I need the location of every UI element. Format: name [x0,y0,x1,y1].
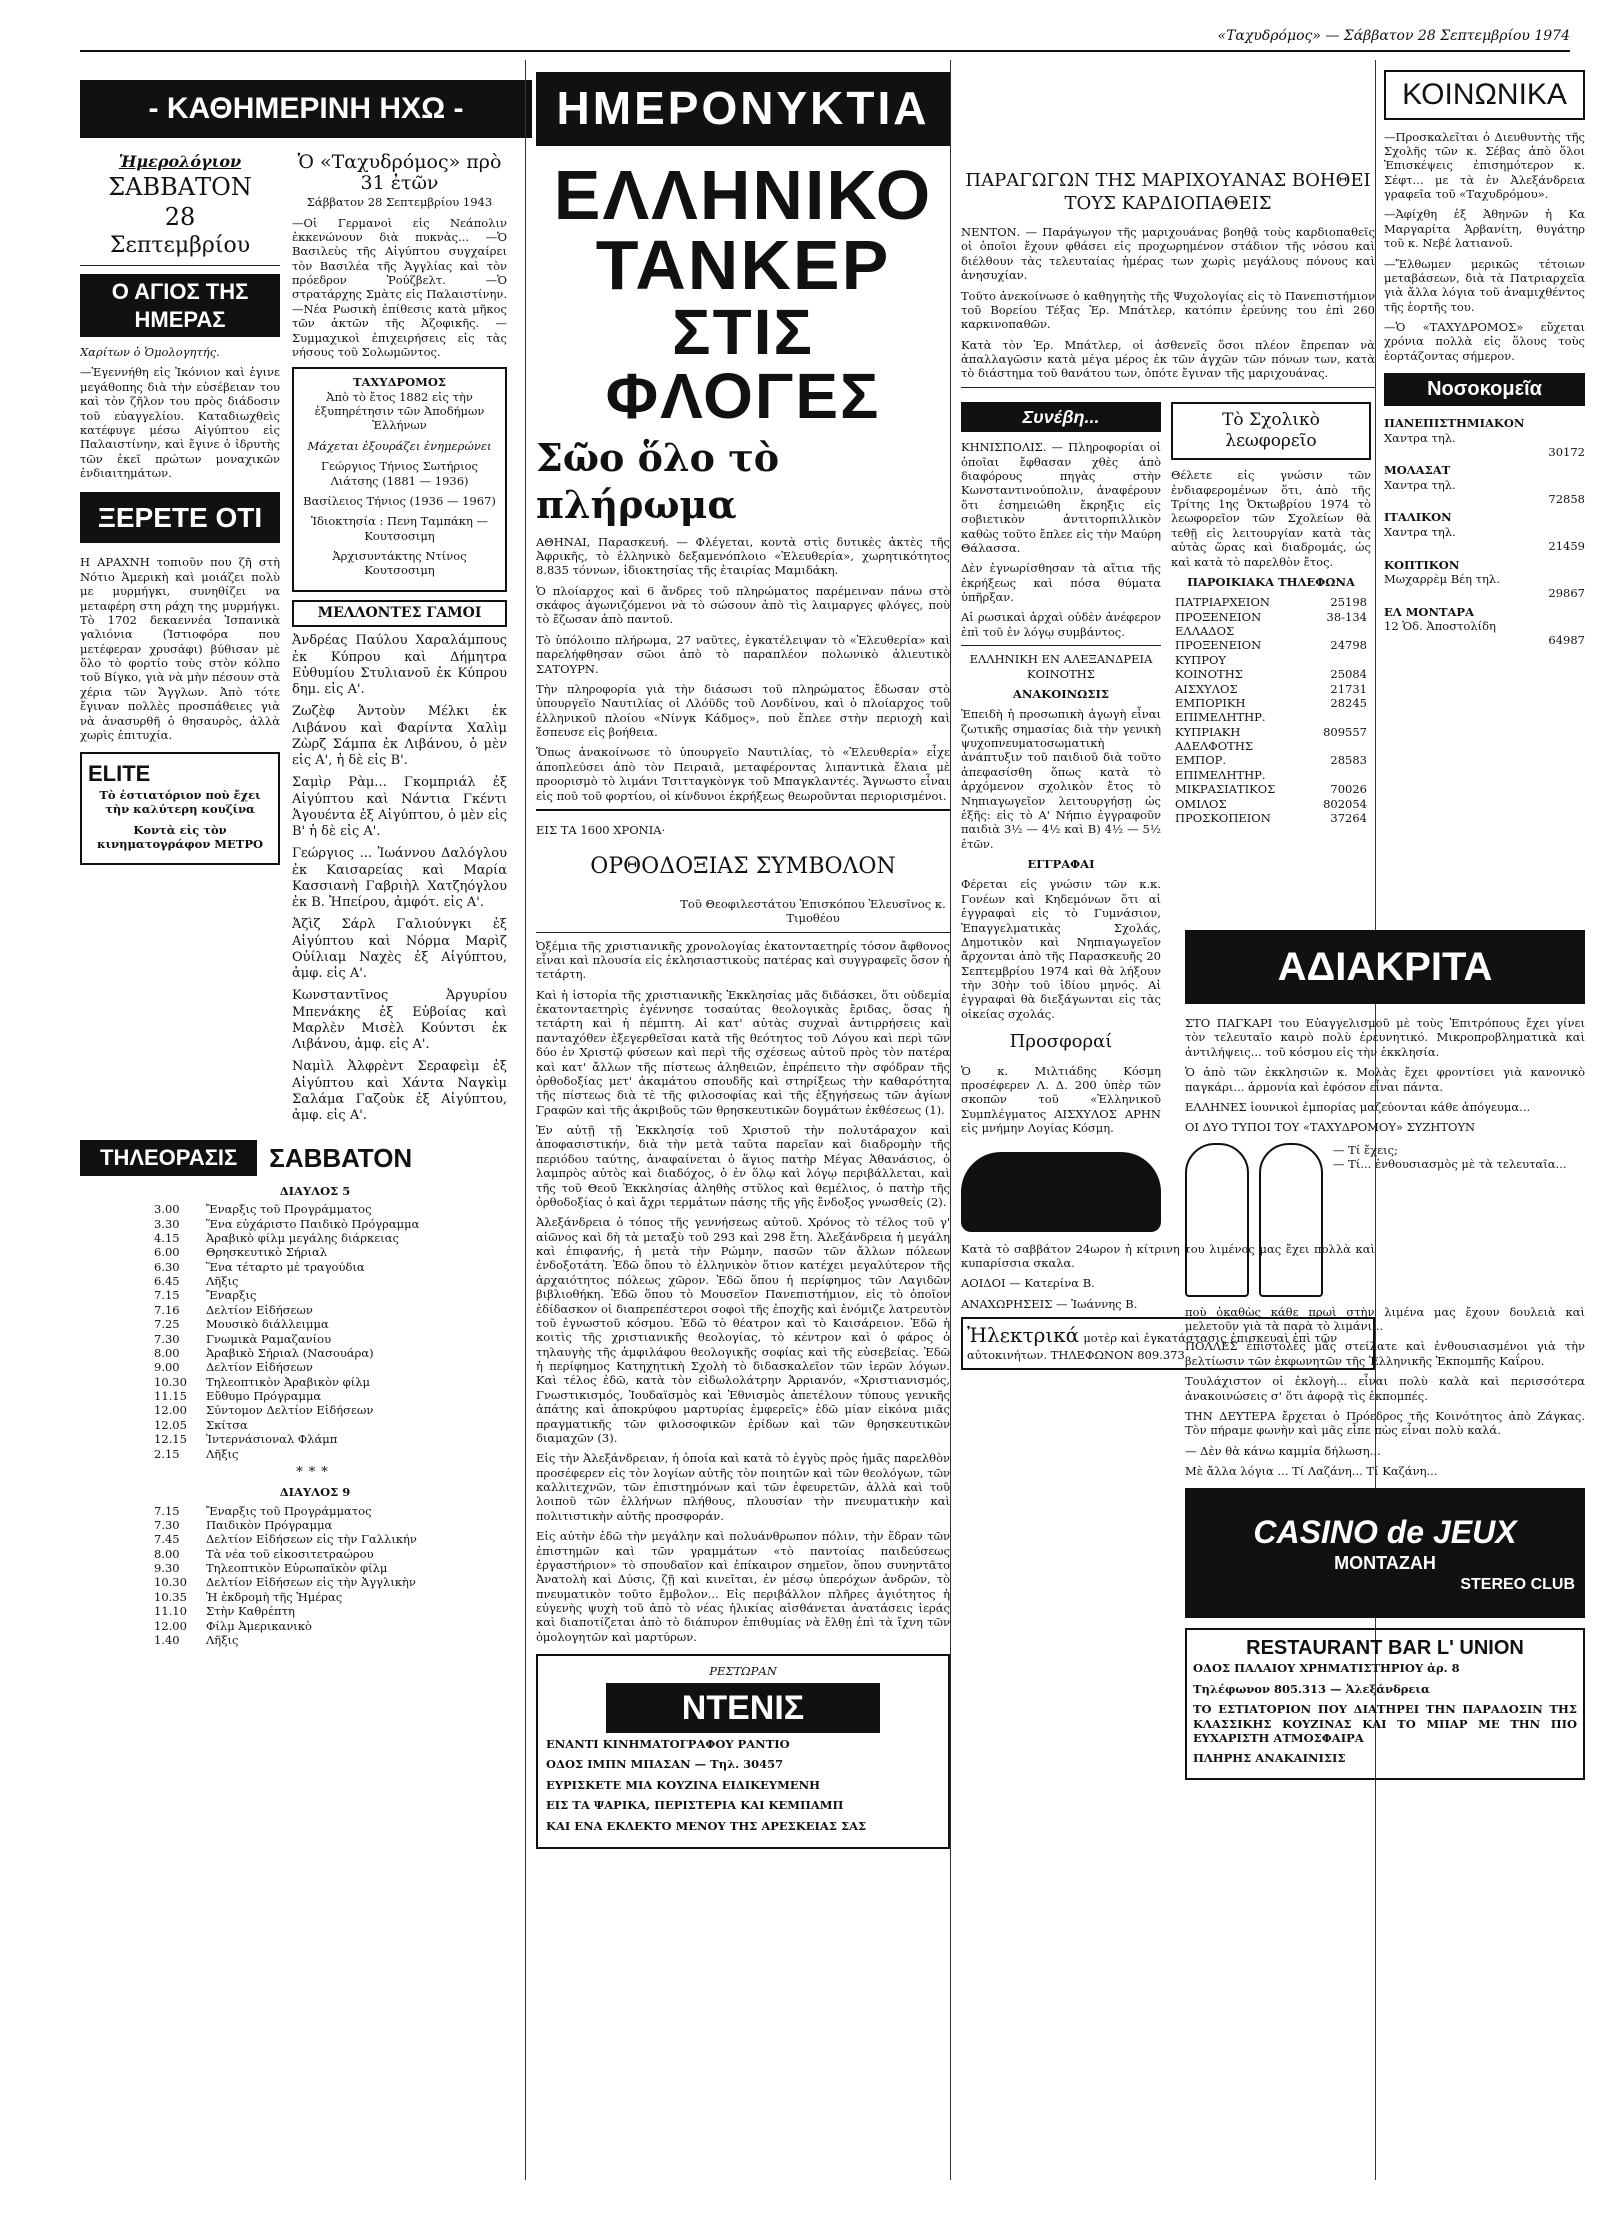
essay-title: ΟΡΘΟΔΟΞΙΑΣ ΣΥΜΒΟΛΟΝ [590,854,896,880]
calendar-box [80,152,280,260]
hospital-entry [1384,463,1585,506]
know-text: Η ΑΡΑΧΝΗ τοπιοῦν που ζῆ στὴ Νότιο Ἀμερικὴ καὶ μοιάζει πολὺ με μυρμήγκι, συνηθίζει να μεταφέρη στη ράχη της μυρμήγκι. Τὸ 1702 δεκαεννέα Ἱσπανικὰ γαλιόνια (Ἰστιοφόρα που μετέφεραν χρυσάφι) βύθισαν μὲ ὅλο τὸ φορτίο τοὺς στὸν κόλπο τοῦ Βίγκο, γιὰ νὰ μὴν πέσουν στὰ χέρια τῶν Ἄγγλων. Ἀπὸ τότε ἔγιναν πολλὲς προσπάθειες γιὰ νὰ ἀνασυρθῆ ὁ θησαυρὸς, ἀλλὰ χωρὶς ἐπιτυχία. [80,555,280,742]
tv-header [80,1140,550,1176]
phone-row [1171,667,1371,681]
phone-row-cell: 25198 [1330,595,1367,610]
hospital-phone: 29867 [1548,586,1585,601]
union-line: Τηλέφωνον 805.313 — Ἀλεξάνδρεια [1193,1681,1430,1696]
union-ad [1185,1628,1585,1779]
car-illustration [961,1152,1161,1232]
headline-line-1: ΕΛΛΗΝΙΚΟ [553,155,933,234]
cartoon-figure-right [1259,1143,1323,1297]
engagement-entry: Κωνσταντῖνος Ἀργυρίου Μπενάκης ἐξ Εὐβοίας καὶ Μαρλὲν Μισὲλ Κούντσι ἐκ Λιβάνου, ἀμφ. εἰς Α'. [292,988,507,1053]
know-title: ΞΕΡΕΤΕ ΟΤΙ [80,492,280,543]
left-column [80,60,550,2180]
enroll-title: ΕΓΓΡΑΦΑΙ [1027,857,1095,871]
restaurant-tag: ΡΕΣΤΩΡΑΝ [709,1664,777,1679]
casino-title: CASINO de JEUX [1253,1514,1517,1551]
tv-row-cell: 11.10 [154,1604,187,1619]
left-subcolumn-b [292,152,507,1131]
union-line: ΤΟ ΕΣΤΙΑΤΟΡΙΟΝ ΠΟΥ ΔΙΑΤΗΡΕΙ ΤΗΝ ΠΑΡΑΔΟΣΙΝ ΤΗΣ ΚΛΑΣΣΙΚΗΣ ΚΟΥΖΙΝΑΣ ΚΑΙ ΤΟ ΜΠΑΡ ΜΕ ΤΗΝ ΠΙΟ ΕΥΧΑΡΙΣΤΗ ΑΤΜΟΣΦΑΙΡΑ [1193,1702,1577,1745]
tv-row-cell: Τὰ νέα τοῦ εἰκοσιτετραώρου [206,1546,374,1561]
engagement-entry: Ναμὶλ Ἀλφρὲντ Σεραφεὶμ ἐξ Αἰγύπτου καὶ Χάντα Ναγκὶμ Σαλάμα Γαζοὺκ ἐξ Αἰγύπτου, ἀμφ. εἰς Α'. [292,1059,507,1124]
hospital-phone: 30172 [1548,444,1585,459]
article-paragraph: Ὅπως ἀνακοίνωσε τὸ ὑπουργεῖο Ναυτιλίας, τὸ «Ἐλευθερία» εἶχε ἀποπλεύσει ἀπὸ τὸν Πειραιᾶ, μεταφέροντας λιπαντικὰ ἔλαια μὲ προορισμὸ τὸ λιμάνι Τσιτταγκὸνγκ τοῦ Μπαγκλαντές. Ἄγνωστο εἶναι εἰς ποῦ τοῦ φορτίου, οἱ κίνδυνοι ἐκρήξεως θεωροῦνται περιορισμένοι. [536,745,950,803]
tv-row [150,1202,423,1216]
tv-row [150,1447,423,1461]
tv-row-cell: Λῆξις [206,1632,239,1647]
divider [80,265,280,266]
cartoon-caption-2: — Τί... ἐνθουσιασμὸς μὲ τὰ τελευταῖα... [1333,1157,1567,1171]
phone-row [1171,682,1371,696]
essay-body [536,939,950,1645]
tv-row-cell: Θρησκευτικὸ Σήριαλ [206,1245,328,1260]
bus-title: Τὸ Σχολικὸ λεωφορεῖο [1171,402,1371,461]
hospitals-title: Νοσοκομεῖα [1384,373,1585,406]
tv-row-cell: 3.00 [154,1202,180,1217]
phone-row [1171,797,1371,811]
tv-row-cell: 10.30 [154,1575,187,1590]
taxydromos-owner: Ἰδιοκτησία : Πενη Ταμπάκη — Κουτσοσιμη [310,514,489,543]
essay-author: Τοῦ Θεοφιλεστάτου Ἐπισκόπου Ἐλευσῖνος κ. Τιμοθέου [680,896,946,926]
essay-paragraph: Καὶ ἡ ἱστορία τῆς χριστιανικῆς Ἐκκλησίας μᾶς διδάσκει, ὅτι οὐδεμία ἑκατονταετηρὶς ἐγέννησε τοσαύτας θεολογικὰς ἔριδας, ὅσας ἡ τετάρτη καὶ ἡ πέμπτη. Αἱ κατ' αὐτὰς συχναὶ ἀντιρρήσεις καὶ πανταχόθεν ἐξεγερθεῖσαι κατὰ τῆς θεότητος τοῦ Λόγου καὶ περὶ τῶν δύο ἐν Χριστῷ φύσεων καὶ περὶ τῆς σχέσεως αὐτοῦ πρὸς τὸν πατέρα καὶ κατ' ἄλλων τῆς πίστεως ἀληθειῶν, ἐπρέπειτο τὴν σφόδραν τῆς ὀρθοδοξίας μετ' ἀκαμάτου σπουδῆς καὶ στηρίξεως τὴν καθαρότητα τῆς πίστεως διὰ τὲ τῆς φιλοσοφίας καὶ τῆς ἐξηγήσεως τῶν ἁγίων Γραφῶν καὶ τῆς ἀκριβοῦς τῶν θρησκευτικῶν δογμάτων ἐκθέσεως (1). [536,987,950,1117]
enroll-text: Φέρεται εἰς γνώσιν τῶν κ.κ. Γονέων καὶ Κηδεμόνων ὅτι αἱ ἐγγραφαὶ εἰς τὸ Γυμνάσιον, Ἐπαγγελματικὰς Σχολάς, Δημοτικὸν καὶ Νηπιαγωγεῖον ἄρχονται ἀπὸ τῆς Παρασκευῆς 20 Σεπτεμβρίου 1974 καὶ θὰ λήξουν τὴν 30ὴν τοῦ ἰδίου μηνός. Αἱ ἐγγραφαὶ θὰ διεξάγωνται εἰς τὰς οἰκείας σχολάς. [961,877,1161,1021]
channel-5-title: ΔΙΑΥΛΟΣ 5 [279,1183,351,1198]
tv-row-cell: Ἕνα τέταρτο μὲ τραγούδια [206,1259,365,1274]
article-paragraph: Τὴν πληροφορία γιὰ τὴν διάσωσι τοῦ πληρώματος ἔδωσαν στὸ ὑπουργεῖο Ναυτιλίας οἱ Λλόϋδς τοῦ Λονδίνου, καὶ ὁ πλοίαρχος τοῦ ἑλληνικοῦ πλοίου «Νίνγκ Κάδμος», ποὺ ἔπλεε στὴν περιοχὴ καὶ ἔσπευσε εἰς βοήθεια. [536,681,950,739]
phone-row-cell: 28583 [1330,753,1367,768]
tv-row-cell: Ἀραβικὸ Σήριαλ (Νασουάρα) [206,1345,374,1360]
marijuana-article [961,225,1375,381]
restaurant-line: ΕΥΡΙΣΚΕΤΕ ΜΙΑ ΚΟΥΖΙΝΑ ΕΙΔΙΚΕΥΜΕΝΗ [546,1777,820,1792]
restaurant-lines [546,1737,940,1833]
tv-row-cell: Σκίτσα [206,1417,248,1432]
marijuana-paragraph: Τοῦτο ἀνεκοίνωσε ὁ καθηγητὴς τῆς Ψυχολογίας εἰς τὸ Πανεπιστήμιον τοῦ Βορείου Τέξας Ἐρ. Μπάτλερ, κατόπιν ἐρεύνης του ἐπὶ 260 καρκινοπαθῶν. [961,288,1375,332]
tv-row-cell: Λῆξις [206,1274,239,1289]
lost-item-2: ΑΝΑΧΩΡΗΣΕΙΣ — Ἰωάννης Β. [961,1296,1138,1311]
union-title: RESTAURANT BAR L' UNION [1246,1637,1524,1660]
electric-title: Ἠλεκτρικά [967,1323,1080,1347]
gossip-paragraph: Τουλάχιστον οἱ ἐκλογὴ... εἶναι πολὺ καλὰ καὶ περισσότερα ἀνακοινώσεις σ' ὅτι ἀφορᾷ τὶς ἐκπομπές. [1185,1374,1585,1403]
phone-row-cell: 38-134 [1326,609,1367,624]
tv-row [150,1418,423,1432]
tv-row-cell: 7.30 [154,1517,180,1532]
saint-title: Ο ΑΓΙΟΣ ΤΗΣ ΗΜΕΡΑΣ [80,274,280,337]
hospital-name: ΕΛ ΜΟΝΤΑΡΑ [1384,604,1475,619]
marijuana-paragraph: ΝΕΝΤΟΝ. — Παράγωγον τῆς μαριχουάνας βοηθᾷ τοὺς καρδιοπαθεῖς οἱ ὁποῖοι ἔχουν φθάσει εἰς προχωρημένον στάδιον τῆς νόσου καὶ διέλθουν τὰς τελευταίας ἡμέρας των χωρὶς μεγάλους πόνους καὶ ἀνησυχίαν. [961,225,1375,283]
gossip-paragraph: ΕΛΛΗΝΕΣ ἰουνικοὶ ἐμπορίας μαζεύονται κάθε ἀπόγευμα... [1185,1099,1531,1114]
phone-row-cell: ΠΡΟΞΕΝΕΙΟΝ ΕΛΛΑΔΟΣ [1175,609,1262,638]
tv-row-cell: Μουσικὸ διάλλειμμα [206,1317,329,1332]
tv-title: ΤΗΛΕΟΡΑΣΙΣ [80,1140,257,1176]
electric-text: μοτὲρ καὶ ἐγκατάστασις ἐπισκευαὶ ἐπὶ τῶν αὐτοκινήτων. ΤΗΛΕΦΩΝΟΝ 809.373 [967,1331,1338,1362]
engagement-entry: Ἀζὶζ Σάρλ Γαλιούνγκι ἐξ Αἰγύπτου καὶ Νόρμα Μαρὶζ Οὐίλιαμ Ναχὲς ἐξ Αἰγύπτου, ἀμφ. εἰς Α'. [292,917,507,982]
phone-row-cell: 25084 [1330,667,1367,682]
phone-row [1171,696,1371,725]
hospital-phone: 72858 [1548,492,1585,506]
tv-row [150,1360,423,1374]
marijuana-paragraph: Κατὰ τὸν Ἐρ. Μπάτλερ, οἱ ἀσθενεῖς ὅσοι πλέον ἔπρεπαν νὰ ἀπαλλαγῶσιν κατὰ μέγα μέρος ἐκ τῶν ἀγχῶν τῶν πόνων των, κατὰ τὸ διάστημα τοῦ θανάτου των, ὁπότε ἔγιναν τῆς μαριχουάνας. [961,337,1375,381]
tv-row-cell: 2.15 [154,1446,180,1461]
tv-row [150,1303,423,1317]
channel-9-title: ΔΙΑΥΛΟΣ 9 [279,1485,351,1500]
essay-paragraph: Ὀξέμια τῆς χριστιανικῆς χρονολογίας ἑκατονταετηρίς τόσον ἄφθονος εἶναι καὶ πλουσία εἰς ἐκλησιαστικοὺς πατέρας καὶ συγγραφεῖς ὅσον ἡ τετάρτη. [536,938,950,982]
union-line: ΠΛΗΡΗΣ ΑΝΑΚΑΙΝΙΣΙΣ [1193,1751,1346,1766]
social-paragraph: —Προσκαλεῖται ὁ Διευθυντὴς τῆς Σχολῆς τῶν κ. Σέβας ἀπὸ ὅλοι Ἐπισκέψεις ἐπισημότερον κ. Σέφτ... με τὰ ἐν Ἀλεξάνδρεια γραφεῖα τοῦ «Ταχυδρόμου». [1384,129,1585,201]
offer-text: Ὁ κ. Μιλτιάδης Κόσμη προσέφερεν Λ. Δ. 200 ὑπὲρ τῶν σκοπῶν τοῦ «Ἑλληνικοῦ Συμπλέγματος ΑΙΣΧΥΛΟΣ ΑΡΗΝ εἰς μνήμην Λογίας Κόσμη. [961,1063,1161,1136]
hospital-name: ΙΤΑΛΙΚΟΝ [1384,510,1452,525]
channel-5-schedule [150,1202,423,1461]
calendar-date: 28 [164,202,196,231]
happened-paragraph: Δὲν ἐγνωρίσθησαν τὰ αἴτια τῆς ἐκρήξεως καὶ πόσα θύματα ὑπῆρξαν. [961,561,1161,604]
announce-text: Ἐπειδὴ ἡ προσωπικὴ ἀγωγὴ εἶναι ζωτικῆς σημασίας διὰ τὴν γενικὴ ψυχοπνευματοσωματικὴ ἀνάπτυξιν τοῦ παιδιοῦ διὰ τοῦτο ἀπεφασίσθη ὅπως κατὰ τὸ ἀρχόμενον σχολικὸν ἔτος τὸ Νηπιαγωγεῖον λειτουργήσῃ ὡς ἐξῆς: εἰς τὸ Α' Νήπιο ἐγγραφοῦν παιδιὰ 3½ — 4½ καὶ Β) 4½ — 5½ ἐτῶν. [961,707,1161,851]
tv-row-cell: Δελτίον Εἰδήσεων εἰς τὴν Γαλλικήν [206,1532,417,1547]
tv-row [150,1561,421,1575]
gossip-paragraph: ΤΗΝ ΔΕΥΤΕΡΑ ἔρχεται ὁ Πρόεδρος τῆς Κοινότητος ἀπὸ Ζάγκας. Τὸν πήραμε φωνὴν καὶ μᾶς εἶπε πὼς εἶναι πολὺ καλά. [1185,1408,1585,1438]
hospital-name: ΚΟΠΤΙΚΟΝ [1384,557,1460,572]
hospital-address: Χαντρα τηλ. [1384,430,1456,445]
hospital-address: Χαντρα τηλ. [1384,477,1456,492]
restaurant-line: ΕΝΑΝΤΙ ΚΙΝΗΜΑΤΟΓΡΑΦΟΥ ΡΑΝΤΙΟ [546,1737,790,1751]
middle2-subcolumn-a [961,394,1161,1142]
phone-row [1171,811,1371,825]
essay-paragraph: Ἀλεξάνδρεια ὁ τόπος τῆς γεννήσεως αὐτοῦ. Χρόνος τὸ τέλος τοῦ γ' αἰῶνος καὶ δὴ τὰ μεταξὺ τοῦ 293 καὶ 298 ἔτη. Ἀλεξάνδρεια ἡ μεγάλη καὶ ἐπιφανής, ἡ μετὰ τὴν Ρώμην, πασῶν τῶν ἄλλων πόλεων ἐνδοξοτάτη. Ἐδῶ ὅπου τὸ ἑλληνικὸν ὅτιον κατέχει μεγαλύτερον τῆς ἀρχαιότητος πόλεως χῶρον. Ἐδῶ ὅπου ἡ περίφημος τῶν Λαγιδῶν βιβλιοθήκη. Ἐδῶ ὅπου τὸ Μουσεῖον Πανεπιστήμιον, εἰς τὸ ὁποῖον ἐδίδασκον οἱ διαπρεπέστεροι σοφοὶ τῆς ἐποχῆς καὶ ἐνόμιζε λατρευτὸν τοῦ ἐγνωστοῦ κόσμου. Ἐδῶ τὸ θέατρον καὶ τὸ Καισάρειον. Ἐδῶ ἡ κοιτὶς τῆς χριστιανικῆς θεολογίας, τὸ κέντρον καὶ ὁ φάρος ὁ τηλαυγὴς τῆς ἀμφιλάφου θεολογικῆς σοφίας καὶ τῆς εὐσεβείας. Ἐδῶ ἡ περίφημος Κατηχητικὴ Σχολὴ τὸ διδασκαλεῖον τῶν ἱερῶν λόγων. Καὶ τέλος ἐδῶ, κατὰ τὸν εἰδωλολάτρην Ἀρριανόν, «Χριστιανισμός, Γνωστικισμός, Ἰουδαϊσμὸς καὶ Ἐθνισμὸς ἀπετέλουν τύπους γενικῆς ἀπάτης καὶ ἀποκρύφου μαρτυρίας ἐμφερεῖς» ἐδῶ μίαν εἰκόνα μιᾶς πραγματικῆς τῶν φιλοσοφικῶν ἐρίδων καὶ τῶν θρησκευτικῶν διαμαχῶν (3). [536,1215,950,1445]
phone-row-cell: ΚΟΙΝΟΤΗΣ [1175,667,1243,682]
phone-row-cell: ΚΥΠΡΙΑΚΗ ΑΔΕΛΦΟΤΗΣ [1175,724,1253,753]
tv-row [150,1389,423,1403]
restaurant-line: ΟΔΟΣ ΙΜΠΝ ΜΠΑΣΑΝ — Τηλ. 30457 [546,1757,784,1772]
phone-row [1171,753,1371,782]
headline-line-2: ΤΑΝΚΕΡ [595,225,891,304]
phone-row-cell: ΟΜΙΛΟΣ [1175,796,1227,811]
gossip-title: ΑΔΙΑΚΡΙΤΑ [1185,930,1585,1004]
happened-paragraph: ΚΗΝΙΣΠΟΛΙΣ. — Πληροφορίαι οἱ ὁποῖαι ἔφθασαν χθὲς ἀπὸ διαφόρους πηγὰς στὴν Κωνσταντινούπολιν, ἀναφέρουν ὅτι ἐσημειώθη ἔκρηξις εἰς σοβιετικὸν ἀντιτορπιλλικὸν καθὼς τοῦτο ἔπλεε εἰς τὴν Μαύρη Θάλασσα. [961,440,1161,555]
tv-row-cell: 10.35 [154,1589,187,1604]
tv-row-cell: Λῆξις [206,1446,239,1461]
tv-row [150,1532,421,1546]
phone-row-cell: 24798 [1330,638,1367,653]
tv-row-cell: Σύντομον Δελτίον Εἰδήσεων [206,1403,374,1418]
happened-article [961,440,1161,639]
marijuana-title: ΠΑΡΑΓΩΓΩΝ ΤΗΣ ΜΑΡΙΧΟΥΑΝΑΣ ΒΟΗΘΕΙ ΤΟΥΣ ΚΑΡΔΙΟΠΑΘΕΙΣ [965,170,1371,214]
tv-row-cell: 7.15 [154,1503,180,1518]
tv-row-cell: Δελτίον Εἰδήσεων [206,1302,313,1317]
saint-name: Χαρίτων ὁ Ὁμολογητής. [80,345,220,359]
tv-row [150,1217,423,1231]
tv-row-cell: 3.30 [154,1216,180,1231]
tv-row-cell: 9.30 [154,1561,180,1576]
tv-row-cell: Ἡ ἐκδρομὴ τῆς Ἡμέρας [206,1589,343,1604]
social-list [1384,130,1585,364]
announce-title: ΑΝΑΚΟΙΝΩΣΙΣ [1012,686,1110,701]
tv-row-cell: Ἕνα εὐχάριστο Παιδικὸ Πρόγραμμα [206,1216,420,1231]
tv-row-cell: 7.16 [154,1302,180,1317]
hospital-name: ΠΑΝΕΠΙΣΤΗΜΙΑΚΟΝ [1384,416,1525,431]
tv-row-cell: 4.15 [154,1230,180,1245]
lost-item-1: ΑΟΙΔΟΙ — Κατερίνα Β. [961,1276,1095,1291]
hospital-entry [1384,416,1585,459]
hospital-entry [1384,510,1585,553]
elite-text: Τὸ ἑστιατόριον ποὺ ἔχει τὴν καλύτερη κουζίνα [99,787,261,817]
calendar-label: Ἡμερολόγιον [118,151,242,171]
subheadline: Σῶο ὅλο τὸ πλήρωμα [536,434,780,527]
hospital-address: Χαντρα τηλ. [1384,524,1456,539]
phone-row-cell: 809557 [1323,724,1367,739]
divider [961,645,1161,646]
tv-row-cell: Ἀραβικὸ φίλμ μεγάλης διάρκειας [206,1230,399,1245]
phone-row [1171,782,1371,796]
tv-row-cell: 6.00 [154,1245,180,1260]
essay-paragraph: Εἰς τὴν Ἀλεξάνδρειαν, ἡ ὁποία καὶ κατὰ τὸ ἐγγὺς πρὸς ἡμᾶς παρελθὸν προσέφερεν εἰς τὸν λογίων αὐτῆς τὸν ποιητῶν καὶ τῶν θεολόγων, τῶν καλλιτεχνῶν, τῶν ἐπιστημόνων καὶ τῶν ἐφευρετῶν, ἀλλὰ καὶ τοῦ λοιποῦ τῶν ἑλλήνων πλήθους, πλουσίαν τὴν πνευματικὴν καὶ πολιτιστικὴν αὐτῆς προσφοράν. [536,1451,950,1523]
tv-row-cell: Γνωμικὰ Ραμαζανίου [206,1331,332,1346]
phone-row [1171,595,1371,609]
tv-row [150,1633,421,1647]
phone-row-cell: 70026 [1330,782,1367,797]
tv-row-cell: Δελτίον Εἰδήσεων εἰς τὴν Ἀγγλικὴν [206,1575,416,1590]
phone-row-cell: 37264 [1330,810,1367,825]
taxydromos-founder2: Βασίλειος Τήνιος (1936 — 1967) [303,493,496,508]
tv-row-cell: Φίλμ Ἀμερικανικὸ [206,1618,312,1633]
tv-row-cell: Εὔθυμο Πρόγραμμα [206,1389,322,1404]
tv-row [150,1619,421,1633]
calendar-day: ΣΑΒΒΑΤΟΝ [108,172,252,201]
phone-row-cell: ΑΙΣΧΥΛΟΣ [1175,681,1238,696]
tv-row-cell: 6.45 [154,1274,180,1289]
saint-text: —Ἐγεννήθη εἰς Ἰκόνιον καὶ ἐγινε μεγάθοπης διὰ τὴν εὐσέβειαν του καὶ τὸν ζῆλον του πρὸς διάδοσιν τοῦ εὐαγγελίου. Καταδιωχθεὶς κατέφυγε μέσω Αἰγύπτου εἰς Παλαιστίνην, καὶ ἔγινε ὁ ἱδρυτὴς τῶν ἐκεῖ πρώτων μοναχικῶν ἐνδιαιτημάτων. [80,365,280,480]
phone-row-cell: ΜΙΚΡΑΣΙΑΤΙΚΟΣ [1175,782,1276,797]
taxydromos-editor: Ἀρχισυντάκτης Ντίνος Κουτσοσιμη [332,549,467,578]
tv-row-cell: 1.40 [154,1632,180,1647]
article-paragraph: Ὁ πλοίαρχος καὶ 6 ἄνδρες τοῦ πληρώματος παρέμειναν πάνω στὸ σκάφος ἀγωνιζόμενοι νὰ τὸ σώσουν ἀπὸ τὶς λαιμαργες φλόγες, ποὺ τὸ ἔζωσαν ἀπὸ παντοῦ. [536,583,950,627]
phone-row [1171,638,1371,667]
tv-row [150,1346,423,1360]
headline-line-3: ΣΤΙΣ ΦΛΟΓΕΣ [605,295,881,432]
gossip-paragraph: ΟΙ ΔΥΟ ΤΥΠΟΙ ΤΟΥ «ΤΑΧΥΔΡΟΜΟΥ» ΣΥΖΗΤΟΥΝ [1185,1120,1476,1135]
phone-row [1171,725,1371,754]
casino-club: STEREO CLUB [1460,1575,1575,1593]
channel-9-schedule [150,1504,421,1648]
hospitals-list [1384,416,1585,648]
elite-ad [80,752,280,865]
essay-kicker: ΕΙΣ ΤΑ 1600 ΧΡΟΝΙΑ· [536,822,666,837]
tv-row-cell: 12.00 [154,1618,187,1633]
essay-paragraph: Εἰς αὐτὴν ἐδῶ τὴν μεγάλην καὶ πολυάνθρωπον πόλιν, τὴν ἕδραν τῶν ἐπιστημῶν καὶ τῶν γραμμάτων «τὸ παντοίας παιδεύσεως ἐργαστήριον» τὸ σπουδαῖον καὶ ἐπίκαιρον σημεῖον, ὅπου συνηντᾶτο Ἀνατολὴ καὶ Δύσις, ζῇ καὶ κινεῖται, ἐν μέσῳ ὑπερόχων ἀνδρῶν, τὸ πνευματικὸν τοῦτο ἔμβολον... Εἰς περιβάλλον πλῆρες ἀγιότητος ἡ εὐγενὴς ψυχὴ τοῦ ἀπὸ τὸ νέας ἡλικίας αἰσθάνεται ἀνατάσεις ἱεράς καὶ διαποτίζεται ἀπὸ τὸ διάπυρον ἐπιθυμίας νὰ ἔλθῃ ἐπὶ τὰ ἴχνη τῶν ὁμολογητῶν καὶ μαρτύρων. [536,1529,950,1644]
tv-row-cell: 6.30 [154,1259,180,1274]
daily-echo-banner: - ΚΑΘΗΜΕΡΙΝΗ ΗΧΩ - [80,80,532,138]
tv-row-cell: Δελτίον Εἰδήσεων [206,1360,313,1375]
tv-row [150,1245,423,1259]
cartoon [1185,1143,1585,1297]
hospital-name: ΜΟΛΑΣΑΤ [1384,463,1451,478]
tv-row [150,1432,423,1446]
casino-sub: ΜΟΝΤΑΖΑΗ [1334,1553,1436,1574]
tv-row [150,1518,421,1532]
gossip-paragraph: Ὁ ἀπὸ τῶν ἐκκλησιῶν κ. Μολὰς ἔχει φροντίσει γιὰ κανονικὸ παγκάρι... ἀρμονία καὶ ἐφόσον εἶναι πάντα. [1185,1065,1585,1094]
tv-row [150,1504,421,1518]
tv-row-cell: 12.15 [154,1432,187,1447]
phones-table [1171,595,1371,825]
taxydromos-founder1: Γεώργιος Τήνιος Σωτήριος Λιάτσης (1881 — 1936) [321,459,478,488]
tv-row [150,1547,421,1561]
happened-paragraph: Αἱ ρωσικαὶ ἀρχαὶ οὐδὲν ἀνέφερον ἐπὶ τοῦ ἐν λόγῳ συμβάντος. [961,610,1161,639]
union-lines [1193,1661,1577,1765]
phone-row-cell: 28245 [1330,695,1367,710]
separator-stars: *** [296,1464,334,1480]
taxydromos-title: ΤΑΧΥΔΡΟΜΟΣ [352,375,447,390]
taxydromos-motto: Μάχεται ἐξουράζει ἐνημερώνει [307,438,492,453]
cartoon-captions [1333,1143,1566,1297]
offer-title: Προσφοραί [1009,1031,1113,1053]
restaurant-line: ΕΙΣ ΤΑ ΨΑΡΙΚΑ, ΠΕΡΙΣΤΕΡΙΑ ΚΑΙ ΚΕΜΠΑΜΠ [546,1798,844,1813]
gossip-more [1185,1305,1585,1479]
gossip-paragraph: — Δὲν θὰ κάνω καμμία δήλωση... [1185,1443,1381,1458]
community-title: ΕΛΛΗΝΙΚΗ ΕΝ ΑΛΕΞΑΝΔΡΕΙΑ ΚΟΙΝΟΤΗΣ [969,652,1153,681]
phone-row-cell: ΠΡΟΣΚΟΠΕΙΟΝ [1175,810,1271,825]
tv-row-cell: 8.00 [154,1345,180,1360]
tv-row-cell: 7.45 [154,1532,180,1547]
engagements-title: ΜΕΛΛΟΝΤΕΣ ΓΑΜΟΙ [292,600,507,628]
casino-ad [1185,1488,1585,1618]
tv-row-cell: Παιδικὸν Πρόγραμμα [206,1517,333,1532]
tv-row-cell: 10.30 [154,1374,187,1389]
social-paragraph: —Ἀφίχθη ἐξ Ἀθηνῶν ἡ Κα Μαργαρίτα Ἀρβανίτη, θυγάτηρ τοῦ κ. Νεβέ λατιανοῦ. [1384,207,1585,251]
hospital-address: 12 Ὁδ. Ἀποστολίδη [1384,619,1496,633]
tv-row [150,1375,423,1389]
tv-row-cell: 12.05 [154,1417,187,1432]
tv-row [150,1288,423,1302]
elite-title: ELITE [88,761,151,787]
engagement-entry: Ζωζὲφ Ἀντοὺν Μέλκι ἐκ Λιβάνου καὶ Φαρίντα Χαλὶμ Ζὼρζ Σάμπα ἐκ Λιβάνου, ὁ μὲν εἰς Α', ἡ δὲ εἰς Β'. [292,704,507,769]
phone-row-cell: 802054 [1323,796,1367,811]
tv-row-cell: Τηλεοπτικὸν Ἀραβικὸν φίλμ [206,1374,370,1389]
phones-title: ΠΑΡΟΙΚΙΑΚΑ ΤΗΛΕΦΩΝΑ [1187,574,1355,589]
tv-row-cell: 7.25 [154,1317,180,1332]
left-subcolumn-a [80,152,280,1131]
divider [536,932,950,933]
engagement-entry: Γεώργιος ... Ἰωάννου Δαλόγλου ἐκ Καισαρείας καὶ Μαρία Κασσιανὴ Γαβριὴλ Χατζηόγλου ἐκ Β. Ἠπείρου, ἀμφότ. εἰς Α'. [292,846,507,911]
social-paragraph: —Ἔλθωμεν μερικῶς τέτοιων μεταβάσεων, διὰ τὰ Πατριαρχεῖα γιὰ ἄλλα λόγια τοῦ ἀναμιχθέντος τῆς ἑορτῆς του. [1384,256,1585,314]
social-title: ΚΟΙΝΩΝΙΚΑ [1384,70,1585,120]
union-line: ΟΔΟΣ ΠΑΛΑΙΟΥ ΧΡΗΜΑΤΙΣΤΗΡΙΟΥ ἀρ. 8 [1193,1661,1460,1676]
gossip-paragraph: ΠΟΛΛΕΣ ἐπιστολὲς μᾶς στείλατε καὶ ἐνθουσιασμένοι γιὰ τὴν βελτίωσιν τῶν ἐκφωνητῶν τῆς Ἑλληνικῆς Ἐκπομπῆς Καΐρου. [1185,1339,1585,1368]
hospital-address: Μωχαρρὲμ Βέη τηλ. [1384,571,1500,586]
middle-column [525,60,950,2180]
history-text: —Οἱ Γερμανοὶ εἰς Νεάπολιν ἐκκενώνουν διὰ πυκνὰς... —Ὁ Βασιλεὺς τῆς Αἰγύπτου συγχαίρει τὸν Βασιλέα τῆς Ἀγγλίας καὶ τὸν πρόεδρον Ῥούζβελτ. —Ὁ στρατάρχης Σμὰτς εἰς Παλαιστίνην. —Νέα Ρωσικὴ ἐπίθεσις κατὰ μῆκος τῶν ἀκτῶν τῆς Ἀζοφικῆς. —Συμμαχικοὶ ἐπιχειρήσεις εἰς τὰς νήσους τοῦ Σολωμῶντος. [292,215,507,359]
phone-row-cell: ΠΡΟΞΕΝΕΙΟΝ ΚΥΠΡΟΥ [1175,638,1262,667]
gossip-paragraph: Μὲ ἄλλα λόγια ... Τί Λαζάνη... Τί Καζάνη... [1185,1464,1438,1478]
tv-row-cell: Τηλεοπτικὸν Εὐρωπαϊκὸν φίλμ [206,1561,388,1576]
tv-day: ΣΑΒΒΑΤΟΝ [269,1142,413,1173]
phone-row-cell: ΠΑΤΡΙΑΡΧΕΙΟΝ [1175,595,1270,610]
tv-row [150,1575,421,1589]
restaurant-name: ΝΤΕΝΙΣ [606,1683,880,1734]
restaurant-line: ΚΑΙ ΕΝΑ ΕΚΛΕΚΤΟ ΜΕΝΟΥ ΤΗΣ ΑΡΕΣΚΕΙΑΣ ΣΑΣ [546,1818,867,1833]
section-title: ΗΜΕΡΟΝΥΚΤΙΑ [536,72,950,146]
gossip-paragraph: ΣΤΟ ΠΑΓΚΑΡΙ του Εὐαγγελισμοῦ μὲ τοὺς Ἐπιτρόπους ἔχει γίνει τὸν τελευταῖο καιρὸ πολὺ ἐρευνητικό. Μικροπροβληματικὰ καὶ ἀντιλήψεις... τοῦ κόσμου εἰς τὴν ἐκκλησία. [1185,1016,1585,1059]
phone-row-cell: 21731 [1330,681,1367,696]
tv-row [150,1332,423,1346]
divider [536,809,950,811]
cartoon-figure-left [1185,1143,1249,1297]
masthead: «Ταχυδρόμος» — Σάββατον 28 Σεπτεμβρίου 1974 [1217,28,1570,44]
tv-row-cell: 8.00 [154,1546,180,1561]
taxydromos-box [292,367,507,592]
cartoon-caption-1: — Τί ἔχεις; [1333,1142,1398,1157]
tv-row-cell: 7.15 [154,1288,180,1303]
lost-text: Κατὰ τὸ σαββάτον 24ωρον ἡ κίτρινη του λιμένος μας ἔχει πολλὰ καὶ κυπαρίσσια σκαλα. [961,1241,1375,1270]
history-title: Ὁ «Ταχυδρόμος» πρὸ 31 ἐτῶν [297,150,502,195]
engagement-entry: Σαμὶρ Ρὰμ... Γκομπριάλ ἐξ Αἰγύπτου καὶ Νάντια Γκέντι Ἀγουέντα ἐξ Αἰγύπτου, ὁ μὲν εἰς Β' ἡ δὲ εἰς Α'. [292,775,507,840]
hospital-phone: 21459 [1548,539,1585,554]
tv-row [150,1231,423,1245]
gossip-paragraph: ποὺ ὁκαθὼς κάθε πρωὶ στὴν λιμένα μας ἔχουν δουλειὰ καὶ μελετοῦν γιὰ τὰ παρὰ τὸ λιμάνι... [1185,1304,1585,1333]
tv-row-cell: Ἔναρξις τοῦ Προγράμματος [206,1202,372,1217]
tv-row [150,1260,423,1274]
tv-row [150,1317,423,1331]
article-paragraph: Τὸ ὑπόλοιπο πλήρωμα, 27 ναῦτες, ἐγκατέλειψαν τὸ «Ἐλευθερία» καὶ παρελήφθησαν σῶοι ἀπὸ τὸ παραπλέον πολωνικὸ ἁλιευτικὸ ΣΑΤΟΥΡΝ. [536,632,950,676]
gossip-block [1185,930,1585,1780]
essay-paragraph: Ἐν αὐτῇ τῇ Ἐκκλησίᾳ τοῦ Χριστοῦ τὴν πολυτάραχον καὶ ἀποφασιστικήν, διὰ τὴν μετὰ ταῦτα παρεῖαν καὶ διαδρομὴν τῆς περιόδου ταύτης, ἀναφαίνεται ὁ ἅγιος πατὴρ Μέγας Ἀθανάσιος, ὁ λαμπρὸς αὐτὸς καὶ διαδόχος, ὁ ἐν ὅλῳ καὶ λόγῳ περιβάλλεται, καὶ τῆς τοῦ Θεοῦ Ἐκκλησίας ἀληθὴς στῦλος καὶ θεμέλιος, ὁ πατὴρ τῆς ὀρθοδοξίας ὁ καὶ ἄχρι τερμάτων πάσης τῆς γῆς ἔνδοξος γνωσθείς (2). [536,1123,950,1209]
hospital-phone: 64987 [1548,633,1585,648]
divider [961,387,1375,388]
tv-row [150,1604,421,1618]
history-date: Σάββατον 28 Σεπτεμβρίου 1943 [306,195,493,210]
article-paragraph: ΑΘΗΝΑΙ, Παρασκευή. — Φλέγεται, κοντὰ στὶς δυτικὲς ἀκτὲς τῆς Ἀφρικῆς, τὸ ἑλληνικὸ δεξαμενόπλοιο «Ἐλευθερία», χωρητικότητος 8.835 τόννων, ἰδιοκτησίας τῆς ἑταιρίας Μαμιδάκη. [536,534,950,578]
tv-row-cell: 11.15 [154,1389,187,1404]
social-paragraph: —Ὁ «ΤΑΧΥΔΡΟΜΟΣ» εὔχεται χρόνια πολλὰ εἰς ὅλους τοὺς ἑορτάζοντας σήμερον. [1384,320,1585,363]
hospital-entry [1384,605,1585,648]
engagements-list [292,633,507,1124]
taxydromos-since: Ἀπὸ τὸ ἔτος 1882 εἰς τὴν ἐξυπηρέτησιν τῶν Ἀποδήμων Ἑλλήνων [314,389,485,433]
tv-row-cell: 12.00 [154,1403,187,1418]
tv-row-cell: Ἰντερνάσιοναλ Φλάμπ [206,1432,338,1447]
calendar-month: Σεπτεμβρίου [109,232,251,258]
engagement-entry: Ἀνδρέας Παύλου Χαραλάμπους ἐκ Κύπρου καὶ Δήμητρα Εὐθυμίου Στυλιανοῦ ἐκ Κύπρου δημ. εἰς Α'. [292,633,507,698]
tv-row [150,1274,423,1288]
phone-row [1171,610,1371,639]
tv-row-cell: Στὴν Καθρέπτη [206,1604,295,1619]
happened-title: Συνέβη... [961,402,1161,433]
bus-text: Θέλετε εἰς γνώσιν τῶν ἐνδιαφερομένων ὅτι, ἀπὸ τῆς Τρίτης 1ης Ὀκτωβρίου 1974 τὸ λεωφορεῖον τῶν Σχολείων θὰ τεθῇ εἰς λειτουργίαν κατὰ τὰς αὐτὰς ὥρας καὶ διαδρομάς, ὡς καὶ κατὰ τὸ παρελθὸν ἔτος. [1171,468,1371,569]
tv-row-cell: 7.30 [154,1331,180,1346]
phone-row-cell: ΕΜΠΟΡΙΚΗ ΕΠΙΜΕΛΗΤΗΡ. [1175,695,1266,725]
tanker-article [536,535,950,803]
gossip-text [1185,1016,1585,1135]
hospital-entry [1384,558,1585,601]
tv-row-cell: Ἔναρξις τοῦ Προγράμματος [206,1503,372,1518]
phone-row-cell: ΕΜΠΟΡ. ΕΠΙΜΕΛΗΤΗΡ. [1175,753,1266,782]
tv-row [150,1590,421,1604]
restaurant-ad [536,1654,950,1849]
masthead-rule [80,50,1570,52]
tv-row-cell: Ἔναρξις [206,1288,257,1303]
elite-address: Κοντὰ εἰς τὸν κινηματογράφον ΜΕΤΡΟ [96,822,264,851]
tv-row-cell: 9.00 [154,1360,180,1375]
tv-row [150,1403,423,1417]
